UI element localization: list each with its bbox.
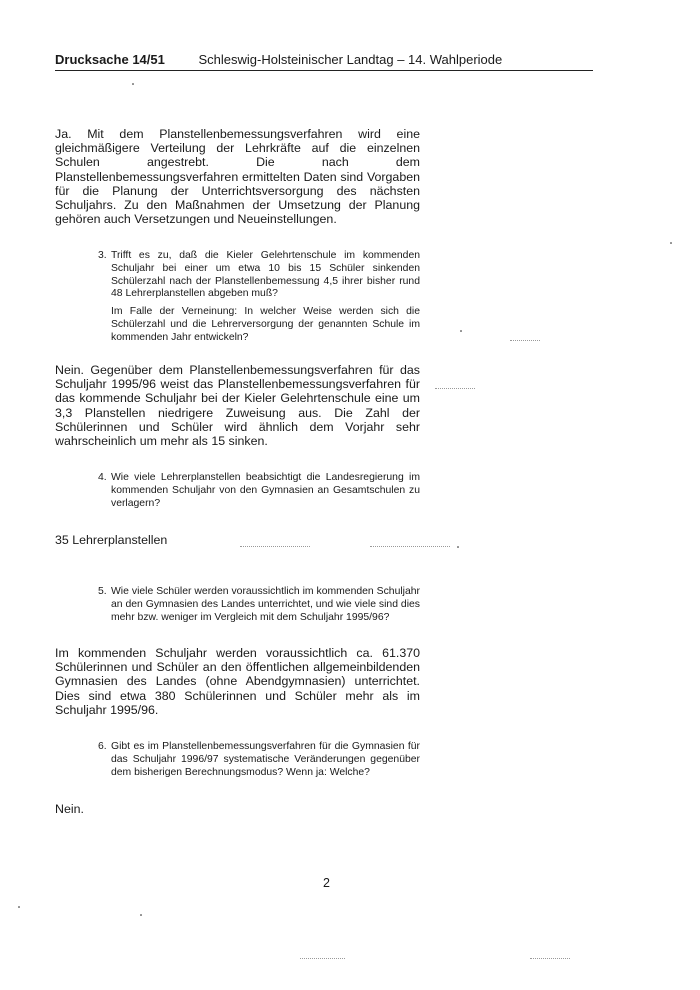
answer-5: Im kommenden Schuljahr werden voraussichtlich ca. 61.370 Schülerinnen und Schüler an den öffentlichen allgemeinbildenden Gymnasien des Landes (ohne Abendgymnasien) unterrichtet. Dies sind etwa 380 Schülerinnen und Schüler mehr als im Schuljahr 1995/96. <box>55 646 420 717</box>
answer-4: 35 Lehrerplanstellen <box>55 533 168 547</box>
scan-speck <box>670 242 672 244</box>
answer-2: Ja. Mit dem Planstellenbemessungsverfahren wird eine gleichmäßigere Verteilung der Lehrkräfte auf die einzelnen Schulen angestrebt. Die nach dem Planstellenbemessungsverfahren ermittelten Daten sind Vorgaben für die Planung der Unterrichtsversorgung des nächsten Schuljahrs. Zu den Maßnahmen der Umsetzung der Planung gehören auch Versetzungen und Neueinstellungen. <box>55 127 420 227</box>
scan-speck <box>140 914 142 916</box>
scan-mark <box>510 340 540 341</box>
page-header <box>55 52 593 71</box>
question-followup: Im Falle der Verneinung: In welcher Weise werden sich die Schülerzahl und die Lehrerversorgung der genannten Schule im kommenden Jahr entwickeln? <box>111 306 420 343</box>
answer-3: Nein. Gegenüber dem Planstellenbemessungsverfahren für das Schuljahr 1995/96 weist das Planstellenbemessungsverfahren für das kommende Schuljahr bei der Kieler Gelehrtenschule eine um 3,3 Planstellen niedrigere Zuweisung aus. Die Zahl der Schülerinnen und Schüler wird ähnlich dem Vorjahr sehr wahrscheinlich um mehr als 15 sinken. <box>55 363 420 449</box>
scan-mark <box>530 958 570 959</box>
scan-mark <box>370 546 450 547</box>
question-number: 6. <box>98 741 107 752</box>
scan-mark <box>300 958 345 959</box>
page-number: 2 <box>323 876 330 890</box>
question-3 <box>98 250 420 345</box>
answer-6: Nein. <box>55 802 84 816</box>
scan-speck <box>18 906 20 908</box>
question-5 <box>98 586 420 624</box>
scan-speck <box>460 330 462 332</box>
question-6 <box>98 741 420 779</box>
header-title: Schleswig-Holsteinischer Landtag – 14. Wahlperiode <box>198 52 503 67</box>
scan-speck <box>132 83 134 85</box>
question-text: Wie viele Lehrerplanstellen beabsichtigt die Landesregierung im kommenden Schuljahr von den Gymnasien an Gesamtschulen zu verlagern? <box>111 472 420 509</box>
question-text: Wie viele Schüler werden voraussichtlich im kommenden Schuljahr an den Gymnasien des Landes unterrichtet, und wie viele sind dies mehr bzw. weniger im Vergleich mit dem Schuljahr 1995/96? <box>111 586 420 623</box>
document-reference: Drucksache 14/51 <box>55 52 165 67</box>
scan-mark <box>240 546 310 547</box>
scan-mark <box>435 388 475 389</box>
scan-speck <box>457 546 459 548</box>
question-text: Trifft es zu, daß die Kieler Gelehrtenschule im kommenden Schuljahr bei einer um etwa 10 bis 15 Schüler sinkenden Schülerzahl nach der Planstellenbemessung 4,5 ihrer bisher rund 48 Lehrerplanstellen abgeben muß? <box>111 250 420 300</box>
question-4 <box>98 472 420 510</box>
question-number: 5. <box>98 586 107 597</box>
question-text: Gibt es im Planstellenbemessungsverfahren für die Gymnasien für das Schuljahr 1996/97 systematische Veränderungen gegenüber dem bisherigen Berechnungsmodus? Wenn ja: Welche? <box>111 741 420 778</box>
question-number: 3. <box>98 250 107 261</box>
question-number: 4. <box>98 472 107 483</box>
